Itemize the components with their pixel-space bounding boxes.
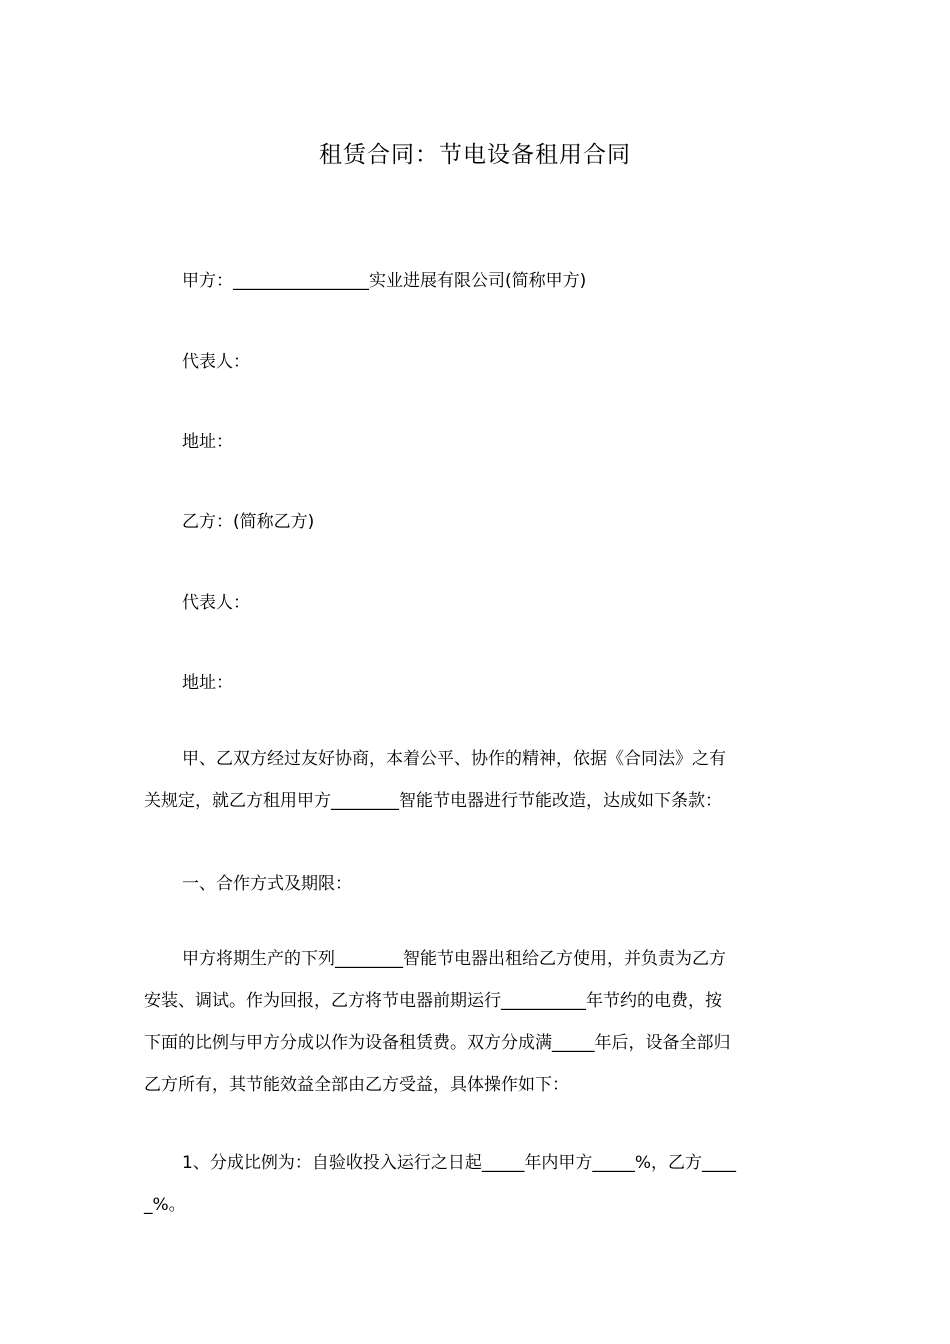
item-1-line: _%。	[144, 1195, 186, 1215]
party-a-line: 甲方：________________实业进展有限公司(简称甲方)	[182, 271, 587, 291]
item-1-line: 1、分成比例为：自验收投入运行之日起_____年内甲方_____%，乙方____	[182, 1153, 736, 1173]
document-title: 租赁合同：节电设备租用合同	[319, 142, 631, 168]
section-1-line: 下面的比例与甲方分成以作为设备租赁费。双方分成满_____年后，设备全部归	[144, 1033, 731, 1053]
item-1-paragraph	[144, 1142, 804, 1226]
party-b-address: 地址：	[182, 673, 233, 693]
intro-line: 甲、乙双方经过友好协商，本着公平、协作的精神，依据《合同法》之有	[182, 749, 726, 769]
intro-paragraph	[144, 738, 804, 822]
party-b-line: 乙方：(简称乙方)	[182, 512, 315, 532]
party-b-representative: 代表人：	[182, 593, 250, 613]
intro-line: 关规定，就乙方租用甲方________智能节电器进行节能改造，达成如下条款：	[144, 791, 722, 811]
section-1-heading: 一、合作方式及期限：	[182, 874, 352, 894]
party-a-representative: 代表人：	[182, 352, 250, 372]
section-1-body	[144, 938, 804, 1106]
section-1-line: 安装、调试。作为回报，乙方将节电器前期运行__________年节约的电费，按	[144, 991, 722, 1011]
section-1-line: 乙方所有，其节能效益全部由乙方受益，具体操作如下：	[144, 1075, 569, 1095]
section-1-line: 甲方将期生产的下列________智能节电器出租给乙方使用，并负责为乙方	[182, 949, 726, 969]
party-a-address: 地址：	[182, 432, 233, 452]
